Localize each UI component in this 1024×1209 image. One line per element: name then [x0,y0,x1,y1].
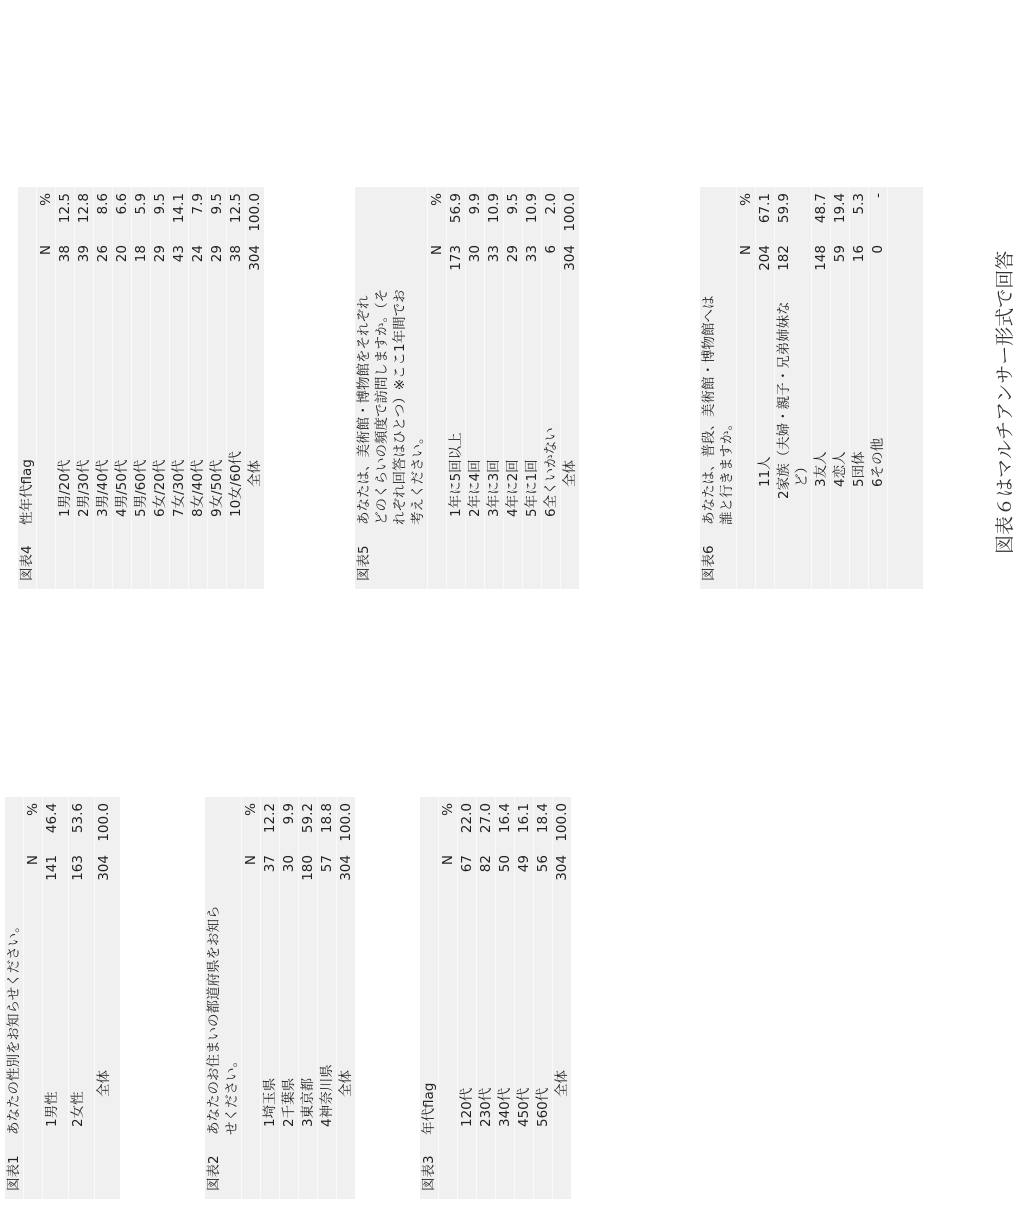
row-label: 5年に1回 [522,285,541,527]
row-label: 2家族（夫婦・親子・兄弟姉妹など） [774,285,811,527]
table-row-total [336,797,355,1199]
row-n: 0 [868,243,887,285]
row-label: 3男/40代 [93,285,112,527]
n-header: N [736,243,755,285]
question-text: あなたは、美術館・博物館をそれぞれどのくらいの頻度で訪問しますか。（それぞれ回答はひとつ）※ここ1年間でお考えください。 [356,288,426,525]
table-fig2 [205,797,355,1199]
row-label: 6女/20代 [150,285,169,527]
row-label: 全体 [552,895,571,1137]
table-row [298,797,317,1199]
row-label: 4男/50代 [112,285,131,527]
table-row [457,797,476,1199]
fig-label: 図表2 [206,1155,222,1191]
row-pct: 48.7 [811,187,830,243]
table-row [260,797,279,1199]
page-caption: 図表６はマルチアンサー形式で回答 [994,250,1016,554]
row-n: 39 [74,243,93,285]
row-pct: 22.0 [457,797,476,853]
row-pct: 9.5 [150,187,169,243]
row-label: 1年に5回以上 [446,285,465,527]
row-n: 38 [226,243,245,285]
table-row [317,797,336,1199]
row-label: 3友人 [811,285,830,527]
pct-header: % [438,797,457,853]
n-header: N [23,853,42,895]
table-row [279,797,298,1199]
row-n: 33 [522,243,541,285]
row-label: 2年に4回 [465,285,484,527]
row-pct: 53.6 [68,797,94,853]
row-label: 5団体 [849,285,868,527]
col-pct [5,797,23,853]
table-subheader-row [36,187,55,589]
row-n: 180 [298,853,317,895]
n-header: N [427,243,446,285]
table-row-total [245,187,264,589]
row-n: 26 [93,243,112,285]
pct-header: % [241,797,260,853]
row-pct: 12.5 [226,187,245,243]
n-header: N [438,853,457,895]
row-n: 148 [811,243,830,285]
question-text: あなたのお住まいの都道府県をお知らせください。 [206,905,240,1135]
row-pct: 6.6 [112,187,131,243]
table-row [169,187,188,589]
row-n: 59 [830,243,849,285]
row-pct: 56.9 [446,187,465,243]
row-pct: - [868,187,887,243]
row-label: 全体 [336,895,355,1137]
table-subheader-row [427,187,446,589]
question-text: 年代flag [421,1082,437,1135]
row-n: 141 [42,853,68,895]
fig-label: 図表1 [6,1155,22,1191]
row-pct: 10.9 [484,187,503,243]
row-pct: 59.2 [298,797,317,853]
row-n: 49 [514,853,533,895]
table-row [93,187,112,589]
row-n: 30 [465,243,484,285]
row-label: 6その他 [868,285,887,527]
row-label: 9女/50代 [207,285,226,527]
table-row-blank [887,187,923,589]
table-row [484,187,503,589]
row-n: 24 [188,243,207,285]
row-pct: 5.3 [849,187,868,243]
row-pct: 16.4 [495,797,514,853]
row-n: 37 [260,853,279,895]
row-label: 340代 [495,895,514,1137]
row-label: 8女/40代 [188,285,207,527]
row-pct: 59.9 [774,187,811,243]
row-pct: 8.6 [93,187,112,243]
table-row [74,187,93,589]
row-n: 16 [849,243,868,285]
row-n: 29 [207,243,226,285]
row-label: 5男/60代 [131,285,150,527]
row-n: 82 [476,853,495,895]
table-row [226,187,245,589]
row-label: 2千葉県 [279,895,298,1137]
row-n: 304 [336,853,355,895]
row-n: 304 [560,243,579,285]
table-row [503,187,522,589]
row-pct: 18.8 [317,797,336,853]
row-n: 304 [552,853,571,895]
row-n: 182 [774,243,811,285]
pct-header: % [23,797,42,853]
row-label: 1埼玉県 [260,895,279,1137]
table-fig6 [700,187,923,589]
row-pct: 100.0 [552,797,571,853]
row-label: 3東京都 [298,895,317,1137]
row-n: 50 [495,853,514,895]
row-n: 57 [317,853,336,895]
row-label: 560代 [533,895,552,1137]
row-label: 3年に3回 [484,285,503,527]
row-label: 4恋人 [830,285,849,527]
table-row [55,187,74,589]
row-label: 1男性 [42,895,68,1137]
row-label: 4神奈川県 [317,895,336,1137]
fig-label: 図表3 [421,1155,437,1191]
table-header-row [5,797,23,1199]
row-pct: 16.1 [514,797,533,853]
table-row [188,187,207,589]
row-pct: 46.4 [42,797,68,853]
row-pct: 27.0 [476,797,495,853]
table-row [774,187,811,589]
table-row [495,797,514,1199]
row-label: 全体 [245,285,264,527]
row-pct: 12.2 [260,797,279,853]
table-row [112,187,131,589]
table-row [150,187,169,589]
row-pct: 100.0 [245,187,264,243]
row-label: 230代 [476,895,495,1137]
table-subheader-row [736,187,755,589]
row-n: 29 [150,243,169,285]
row-label: 4年に2回 [503,285,522,527]
col-n [5,853,23,895]
row-pct: 19.4 [830,187,849,243]
row-label: 2女性 [68,895,94,1137]
row-n: 43 [169,243,188,285]
table-row [755,187,774,589]
pct-header: % [427,187,446,243]
question-text: あなたの性別をお知らせください。 [6,919,22,1135]
row-pct: 14.1 [169,187,188,243]
row-pct: 12.8 [74,187,93,243]
table-header-row [205,797,241,1199]
row-n: 304 [245,243,264,285]
table-header-row [355,187,427,589]
row-pct: 7.9 [188,187,207,243]
row-n: 6 [541,243,560,285]
row-label: 全体 [560,285,579,527]
row-label: 7女/30代 [169,285,188,527]
row-label: 2男/30代 [74,285,93,527]
row-pct: 9.5 [503,187,522,243]
table-fig3 [420,797,571,1199]
table-subheader-row [438,797,457,1199]
row-pct: 67.1 [755,187,774,243]
table-row [68,797,94,1199]
row-label: 11人 [755,285,774,527]
table-header-row [420,797,438,1199]
row-n: 18 [131,243,150,285]
fig-label: 図表5 [356,545,372,581]
table-row [514,797,533,1199]
table-fig5 [355,187,579,589]
row-n: 304 [94,853,120,895]
table-subheader-row [23,797,42,1199]
row-label: 全体 [94,895,120,1137]
fig-label: 図表4 [19,545,35,581]
row-n: 38 [55,243,74,285]
row-label: 1男/20代 [55,285,74,527]
row-n: 204 [755,243,774,285]
pct-header: % [36,187,55,243]
table-row-total [560,187,579,589]
table-fig4 [18,187,264,589]
table-row [830,187,849,589]
table-row-total [552,797,571,1199]
row-n: 67 [457,853,476,895]
row-pct: 100.0 [336,797,355,853]
table-row [868,187,887,589]
table-row [541,187,560,589]
fig-label: 図表6 [701,545,717,581]
row-label: 10女/60代 [226,285,245,527]
row-pct: 9.5 [207,187,226,243]
row-pct: 5.9 [131,187,150,243]
n-header: N [36,243,55,285]
row-n: 20 [112,243,131,285]
row-pct: 18.4 [533,797,552,853]
row-pct: 10.9 [522,187,541,243]
row-n: 163 [68,853,94,895]
row-n: 56 [533,853,552,895]
table-row [476,797,495,1199]
table-row [131,187,150,589]
question-text: あなたは、普段、美術館・博物館へは誰と行きますか。 [701,295,735,525]
row-label: 450代 [514,895,533,1137]
table-subheader-row [241,797,260,1199]
table-row-total [94,797,120,1199]
pct-header: % [736,187,755,243]
row-pct: 100.0 [94,797,120,853]
row-n: 33 [484,243,503,285]
table-row [42,797,68,1199]
table-header-row [18,187,36,589]
table-row [533,797,552,1199]
table-header-row [700,187,736,589]
row-pct: 100.0 [560,187,579,243]
table-row [446,187,465,589]
table-row [465,187,484,589]
table-row [522,187,541,589]
n-header: N [241,853,260,895]
row-pct: 9.9 [279,797,298,853]
table-row [811,187,830,589]
row-pct: 2.0 [541,187,560,243]
row-n: 29 [503,243,522,285]
row-pct: 12.5 [55,187,74,243]
row-n: 30 [279,853,298,895]
question-text: 性年代flag [19,459,35,525]
row-label: 6全くいかない [541,285,560,527]
row-pct: 9.9 [465,187,484,243]
table-fig1 [5,797,120,1199]
table-row [849,187,868,589]
row-label: 120代 [457,895,476,1137]
row-n: 173 [446,243,465,285]
table-row [207,187,226,589]
